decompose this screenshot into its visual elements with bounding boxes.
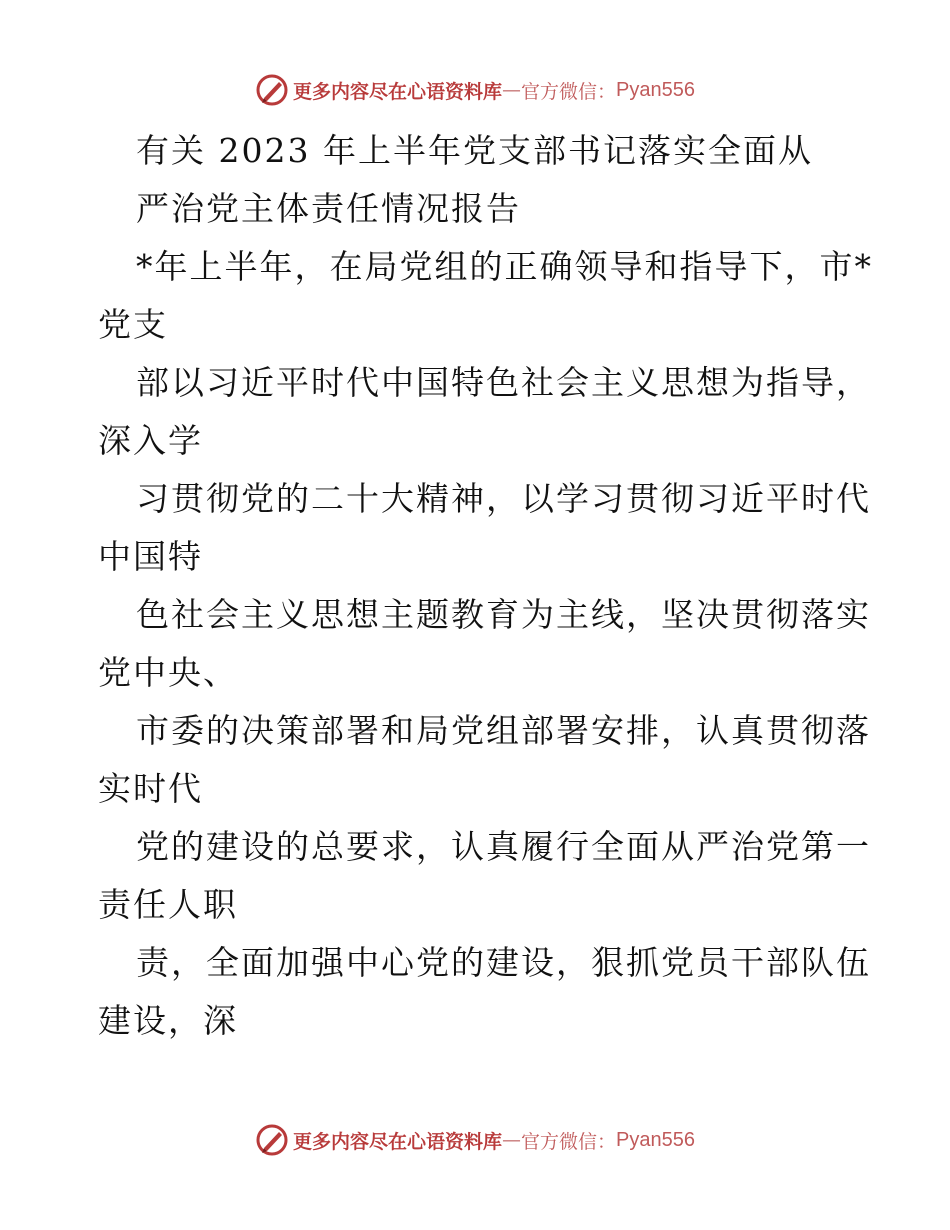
body-text-line: 责，全面加强中心党的建设，狠抓党员干部队伍 bbox=[136, 943, 871, 982]
watermark-footer bbox=[0, 1120, 950, 1160]
document-body bbox=[98, 122, 873, 1050]
body-text-line: 责任人职 bbox=[98, 885, 238, 924]
body-text-line: 习贯彻党的二十大精神，以学习贯彻习近平时代 bbox=[136, 479, 871, 518]
document-title-line: 严治党主体责任情况报告 bbox=[136, 189, 521, 228]
body-text-line: 中国特 bbox=[98, 537, 203, 576]
watermark-header bbox=[0, 70, 950, 110]
pen-logo-icon bbox=[255, 73, 289, 107]
watermark-dash: — bbox=[502, 1129, 522, 1151]
body-text-line: 市委的决策部署和局党组部署安排，认真贯彻落 bbox=[136, 711, 871, 750]
body-text-line: 党中央、 bbox=[98, 653, 238, 692]
watermark-contact-handle: Pyan556 bbox=[616, 78, 695, 101]
watermark-brand: 更多内容尽在心语资料库 bbox=[293, 1130, 503, 1153]
body-text-line: *年上半年，在局党组的正确领导和指导下，市* bbox=[136, 247, 873, 286]
pen-logo-icon bbox=[255, 1123, 289, 1157]
watermark-contact-label: 官方微信： bbox=[521, 1130, 617, 1153]
watermark-contact-label: 官方微信： bbox=[521, 80, 617, 103]
body-text-line: 深入学 bbox=[98, 421, 203, 460]
body-text-line: 实时代 bbox=[98, 769, 203, 808]
document-paragraph bbox=[98, 238, 873, 1050]
body-text-line: 党支 bbox=[98, 305, 168, 344]
body-text-line: 党的建设的总要求，认真履行全面从严治党第一 bbox=[136, 827, 871, 866]
watermark-dash: — bbox=[502, 79, 522, 101]
body-text-line: 部以习近平时代中国特色社会主义思想为指导， bbox=[136, 363, 871, 402]
watermark-brand: 更多内容尽在心语资料库 bbox=[293, 80, 503, 103]
watermark-contact-handle: Pyan556 bbox=[616, 1128, 695, 1151]
body-text-line: 建设，深 bbox=[98, 1001, 238, 1040]
document-title-line: 有关 2023 年上半年党支部书记落实全面从 bbox=[136, 131, 813, 170]
body-text-line: 色社会主义思想主题教育为主线，坚决贯彻落实 bbox=[136, 595, 871, 634]
